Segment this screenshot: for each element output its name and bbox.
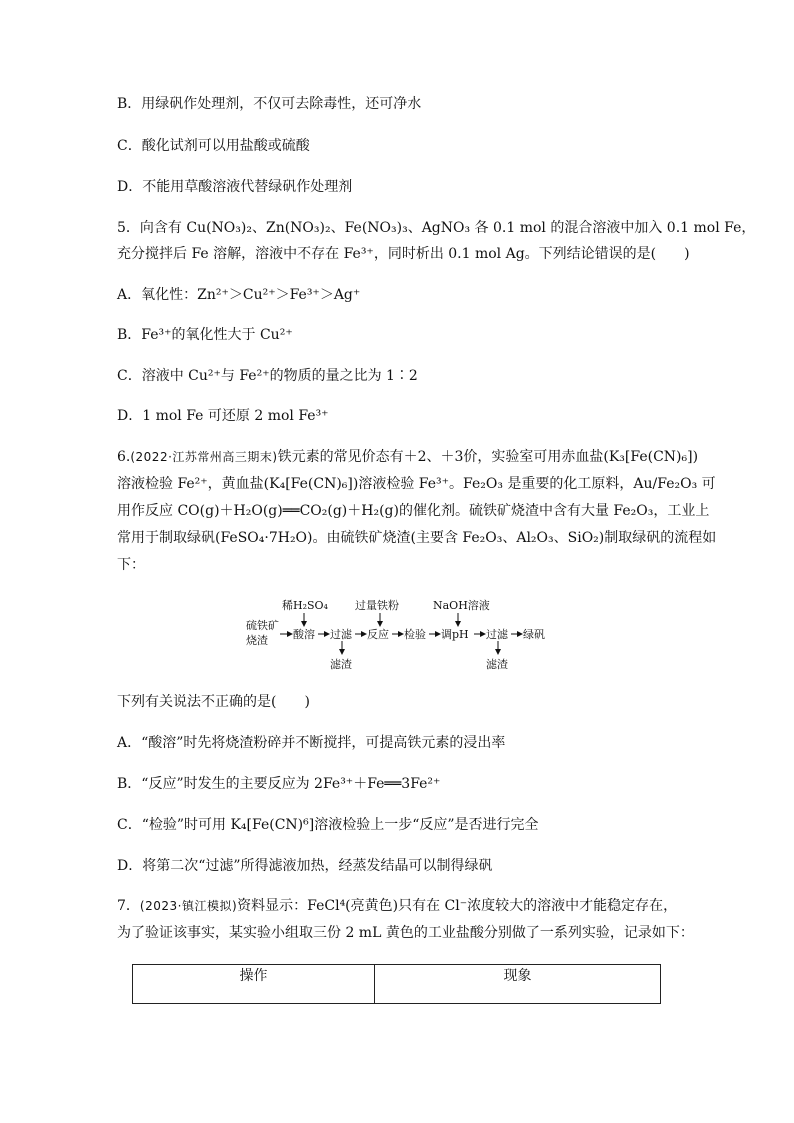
q6-option-c: C．“检验”时可用 K₄[Fe(CN)⁶]溶液检验上一步“反应”是否进行完全 [117,817,539,833]
product-green-vitriol: 绿矾 [523,628,545,641]
table-header-cell-operation [133,965,375,1003]
q7-stem-line2: 为了验证该事实，某实验小组取三份 2 mL 黄色的工业盐酸分别做了一系列实验，记录如下： [117,925,694,941]
q5-stem-line2: 充分搅拌后 Fe 溶解，溶液中不存在 Fe³⁺，同时析出 0.1 mol Ag。下列结论错误的是( ) [117,246,690,262]
q5-option-d: D．1 mol Fe 可还原 2 mol Fe³⁺ [117,408,329,424]
q6-number: 6. [117,449,131,465]
table-header-operation: 操作 [239,968,268,984]
q7-source: (2023·镇江模拟) [139,899,238,913]
table-header-cell-phenomenon [375,965,660,1003]
step-reaction: 反应 [367,628,389,641]
q4-option-c: C．酸化试剂可以用盐酸或硫酸 [117,138,310,154]
q6-source: (2022·江苏常州高三期末) [130,450,278,464]
q6-option-b: B．“反应”时发生的主要反应为 2Fe³⁺＋Fe══3Fe²⁺ [117,776,441,792]
residue-1: 滤渣 [330,658,352,671]
reagent-naoh-solution: NaOH溶液 [433,599,490,612]
q5-stem-line1: 5．向含有 Cu(NO₃)₂、Zn(NO₃)₂、Fe(NO₃)₃、AgNO₃ 各 0.1 mol 的混合溶液中加入 0.1 mol Fe， [117,220,756,236]
step-inspection: 检验 [404,628,426,641]
step-acid-dissolution: 酸溶 [293,628,315,641]
reagent-excess-iron-powder: 过量铁粉 [355,599,399,612]
q7-number: 7． [117,898,140,914]
q6-stem-line2: 溶液检验 Fe²⁺，黄血盐(K₄[Fe(CN)₆])溶液检验 Fe³⁺。Fe₂O₃ 是重要的化工原料，Au/Fe₂O₃ 可 [117,476,716,492]
step-filtration-2: 过滤 [486,628,508,641]
q6-question: 下列有关说法不正确的是( ) [117,694,310,710]
q6-stem-line3: 用作反应 CO(g)＋H₂O(g)══CO₂(g)＋H₂(g)的催化剂。硫铁矿烧渣中含有大量 Fe₂O₃，工业上 [117,503,710,519]
q5-option-c: C．溶液中 Cu²⁺与 Fe²⁺的物质的量之比为 1∶2 [117,368,418,384]
q7-stem-line1-text: 资料显示：FeCl⁴(亮黄色)只有在 Cl⁻浓度较大的溶液中才能稳定存在， [237,898,678,914]
q6-option-a: A．“酸溶”时先将烧渣粉碎并不断搅拌，可提高铁元素的浸出率 [117,735,506,751]
experiment-record-table [132,964,661,1004]
q5-option-b: B．Fe³⁺的氧化性大于 Cu²⁺ [117,327,293,343]
q6-option-d: D．将第二次“过滤”所得滤液加热，经蒸发结晶可以制得绿矾 [117,858,493,874]
step-filtration-1: 过滤 [330,628,352,641]
q6-stem-line1 [117,447,698,467]
process-flow-diagram [240,596,560,676]
table-header-phenomenon: 现象 [503,968,532,984]
q6-stem-line4: 常用于制取绿矾(FeSO₄·7H₂O)。由硫铁矿烧渣(主要含 Fe₂O₃、Al₂O₃、SiO₂)制取绿矾的流程如 [117,530,717,546]
step-adjust-ph: 调pH [441,628,469,641]
q4-option-d: D．不能用草酸溶液代替绿矾作处理剂 [117,179,353,195]
q6-stem-line5: 下： [117,557,145,573]
reagent-dilute-sulfuric-acid: 稀H₂SO₄ [282,599,328,612]
q5-option-a: A．氧化性：Zn²⁺＞Cu²⁺＞Fe³⁺＞Ag⁺ [117,287,361,303]
q6-stem-line1-text: 铁元素的常见价态有＋2、＋3价，实验室可用赤血盐(K₃[Fe(CN)₆]) [277,449,699,465]
q7-stem-line1 [117,896,677,916]
residue-2: 滤渣 [486,658,508,671]
start-material-line1: 硫铁矿 [246,619,279,632]
start-material-line2: 烧渣 [246,634,268,647]
q4-option-b: B．用绿矾作处理剂，不仅可去除毒性，还可净水 [117,96,422,112]
